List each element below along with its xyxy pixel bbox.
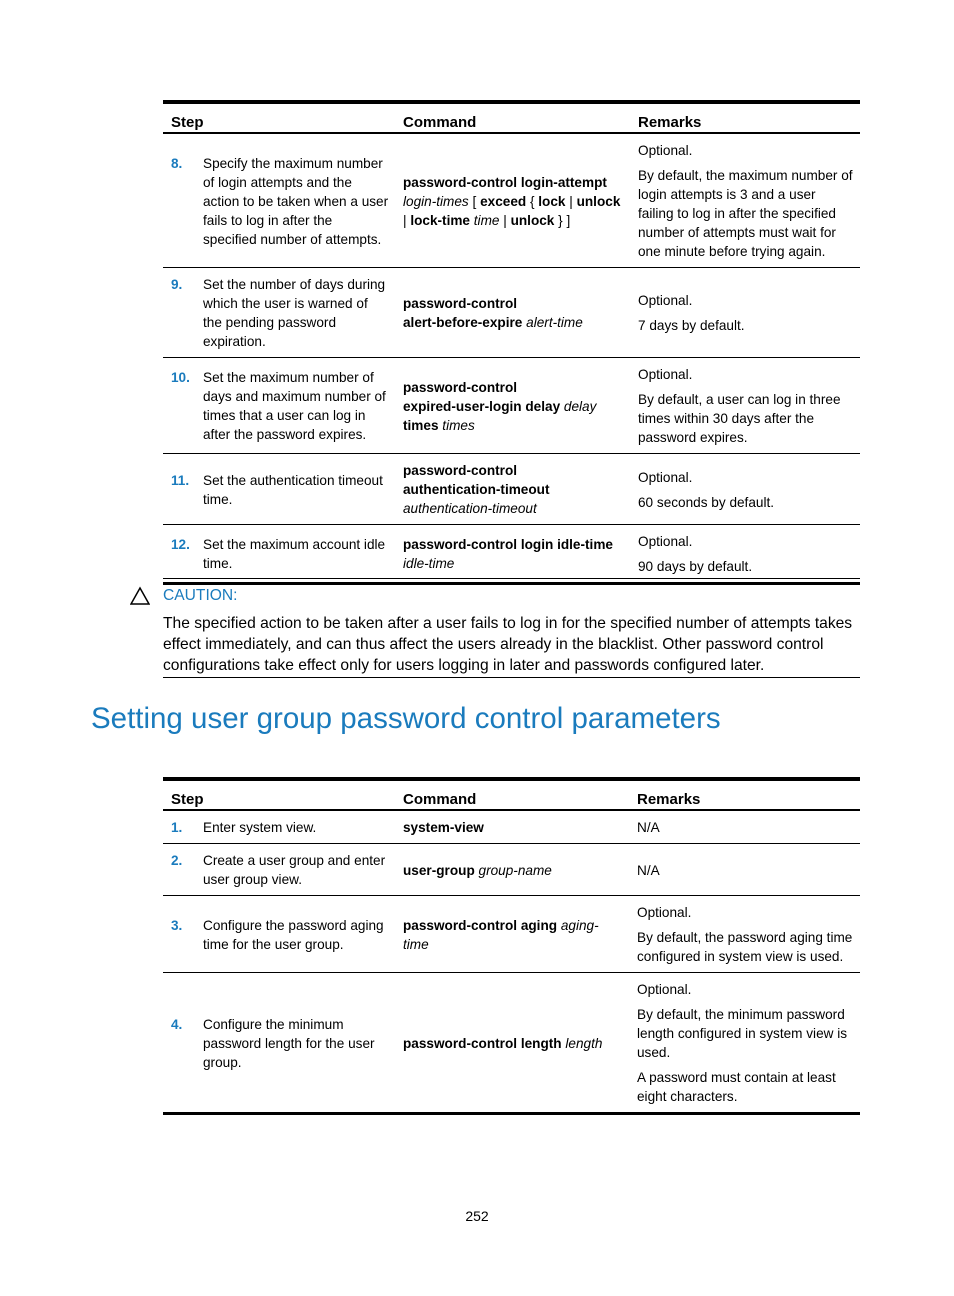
step-number: 4. [171,1016,183,1032]
table-row [163,358,860,454]
command-cell [395,973,629,1114]
remark-paragraph: Optional. [638,534,693,549]
command-argument: group-name [478,862,552,878]
command-keyword: unlock [576,193,621,209]
command-cell [395,133,630,268]
step-number: 8. [171,155,183,171]
command-cell [395,358,630,454]
caution-triangle-icon [130,586,150,606]
step-cell [163,454,395,525]
remarks-cell [629,810,860,844]
remark-paragraph: A password must contain at least eight characters. [637,1070,836,1104]
table-row [163,133,860,268]
step-cell [163,525,395,584]
command-keyword: password-control [403,296,518,311]
remarks-cell [629,896,860,973]
step-description: Configure the minimum password length for the user group. [203,1016,375,1070]
command-argument: time [473,212,500,228]
command-argument: length [565,1035,603,1051]
remark-paragraph: Optional. [638,293,693,308]
table-row [163,973,860,1114]
step-description: Set the maximum account idle time. [203,537,386,571]
step-number: 10. [171,370,190,385]
user-group-settings-table [163,777,860,1115]
remark-paragraph: Optional. [638,367,693,382]
remark-paragraph: By default, the maximum number of login attempts is 3 and a user failing to log in after the specified number of attempts must wait for one minute before trying again. [638,168,853,259]
command-argument: delay [563,398,597,414]
table-row [163,844,860,896]
command-keyword: lock [538,193,566,209]
command-keyword: system-view [403,820,484,835]
command-syntax: | [499,212,511,228]
command-keyword: lock-time [410,212,470,228]
step-cell [163,133,395,268]
step-cell [163,896,395,973]
remark-paragraph: By default, a user can log in three times within 30 days after the password expires. [638,392,841,445]
table-row [163,268,860,358]
command-syntax: } ] [554,212,571,228]
command-argument: login-times [403,193,469,209]
command-argument: alert-time [526,315,583,330]
command-argument: aging-time [403,917,599,952]
command-keyword: alert-before-expire [403,315,523,330]
step-cell [163,358,395,454]
command-argument: idle-time [403,556,455,571]
remarks-cell [630,525,860,584]
command-argument: times [442,417,475,433]
step-cell [163,268,395,358]
step-number: 2. [171,853,183,868]
step-description: Enter system view. [203,820,317,835]
command-cell [395,844,629,896]
command-cell [395,810,629,844]
command-keyword: password-control login-attempt [403,174,607,190]
command-keyword: password-control login idle-time [403,537,613,552]
command-argument: authentication-timeout [403,501,537,516]
command-keyword: exceed [480,193,527,209]
command-keyword: user-group [403,862,475,878]
remark-paragraph: 90 days by default. [638,559,753,574]
remarks-cell [629,973,860,1114]
command-keyword: password-control [403,463,518,478]
remark-paragraph: Optional. [638,143,693,158]
command-syntax: | [403,212,411,228]
step-cell [163,973,395,1114]
step-description: Set the number of days during which the user is warned of the pending password expiration. [203,277,386,349]
remark-paragraph: 7 days by default. [638,318,745,333]
command-keyword: expired-user-login delay [403,398,561,414]
login-settings-table [163,100,860,585]
command-keyword: unlock [510,212,555,228]
step-number: 3. [171,917,183,933]
header-command: Command [395,102,630,133]
command-keyword: password-control length [403,1035,562,1051]
header-step: Step [163,102,395,133]
remark-paragraph: Optional. [637,982,692,997]
header-remarks: Remarks [630,102,860,133]
step-description: Specify the maximum number of login attempts and the action to be taken when a user fails to log in after the specified number of attempts. [203,155,389,247]
header-command: Command [395,779,629,810]
command-syntax: | [565,193,577,209]
caution-title: CAUTION: [163,587,238,604]
step-number: 12. [171,537,190,552]
remarks-cell [630,133,860,268]
remark-paragraph: Optional. [638,469,693,485]
remarks-cell [630,268,860,358]
table-row [163,810,860,844]
remark-paragraph: By default, the password aging time configured in system view is used. [637,930,853,964]
step-number: 9. [171,277,183,292]
command-keyword: password-control aging [403,917,558,933]
command-cell [395,454,630,525]
table-row [163,525,860,584]
table-header-row [163,102,860,133]
table-header-row [163,779,860,810]
command-cell [395,268,630,358]
header-remarks: Remarks [629,779,860,810]
table-row [163,896,860,973]
remarks-cell [630,454,860,525]
caution-text: The specified action to be taken after a user fails to log in for the specified number of attempts takes effect immediately, and can thus affect the users already in the blacklist. Other password control configurations take effect only for users logging in later and passwords configured later. [163,615,853,674]
step-description: Create a user group and enter user group view. [203,853,386,887]
step-number: 11. [171,472,190,488]
remark-paragraph: 60 seconds by default. [638,494,775,510]
remark-paragraph: N/A [637,862,660,878]
step-cell [163,810,395,844]
remark-paragraph: By default, the minimum password length configured in system view is used. [637,1007,848,1060]
remarks-cell [629,844,860,896]
remarks-cell [630,358,860,454]
step-cell [163,844,395,896]
table-row [163,454,860,525]
page-number: 252 [465,1208,489,1224]
command-keyword: times [403,417,439,433]
remark-paragraph: N/A [637,820,660,835]
step-description: Set the authentication timeout time. [203,472,383,507]
command-keyword: authentication-timeout [403,482,550,497]
command-syntax: { [526,193,539,209]
section-heading: Setting user group password control parameters [91,702,721,735]
header-step: Step [163,779,395,810]
command-syntax: [ [468,193,481,209]
step-description: Set the maximum number of days and maximum number of times that a user can log in after the password expires. [203,370,386,442]
command-cell [395,896,629,973]
step-number: 1. [171,820,183,835]
caution-note [163,578,860,678]
command-cell [395,525,630,584]
remark-paragraph: Optional. [637,905,692,920]
command-keyword: password-control [403,379,518,395]
step-description: Configure the password aging time for the user group. [203,917,384,952]
